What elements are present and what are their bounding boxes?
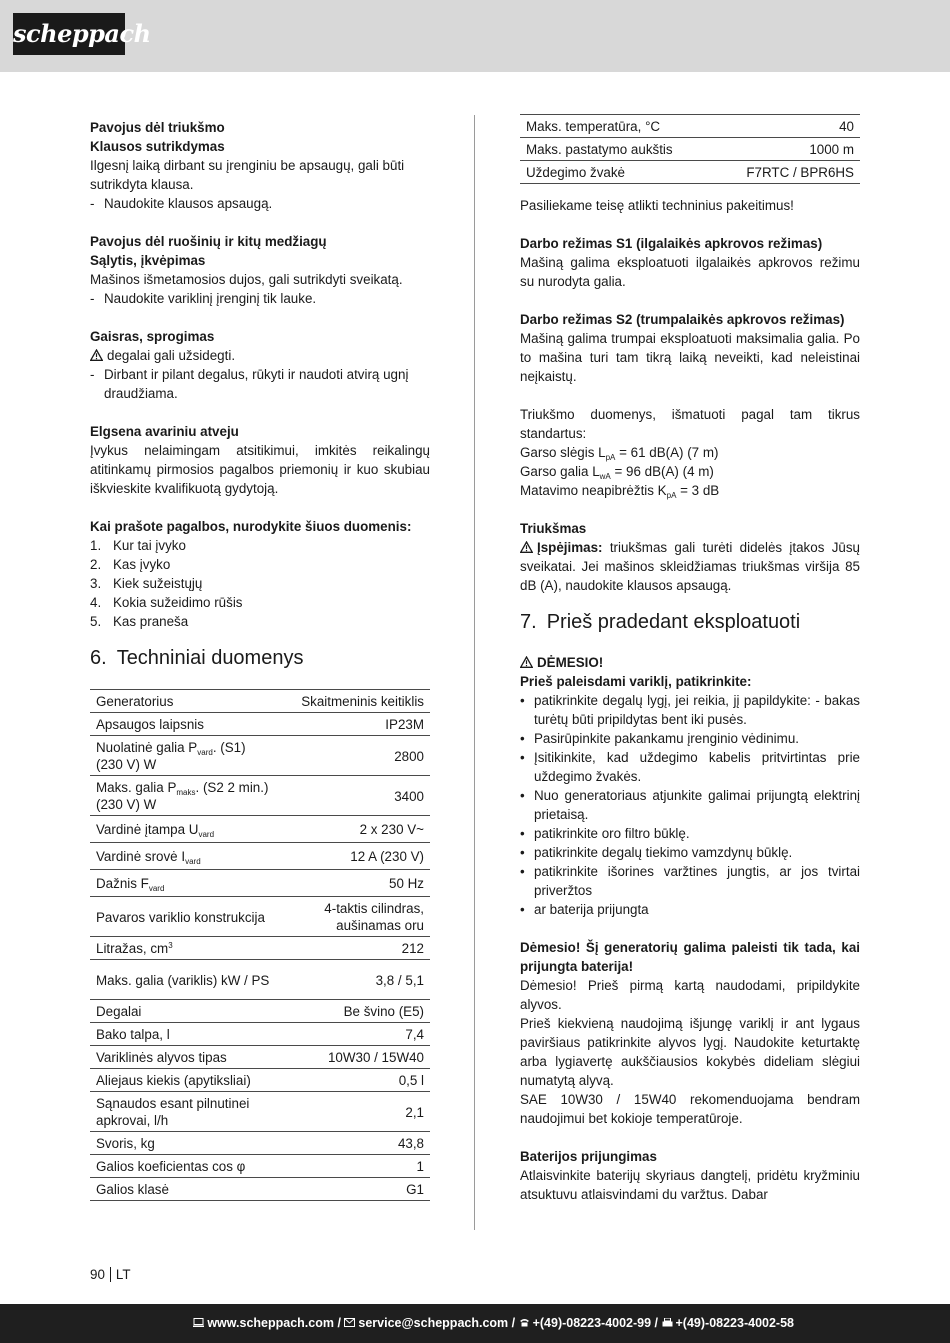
mode-s1-title: Darbo režimas S1 (ilgalaikės apkrovos režimas): [520, 236, 823, 251]
table-row: Apsaugos laipsnis IP23M: [90, 713, 430, 736]
warning-icon: [520, 541, 533, 553]
technical-data-table: [90, 689, 430, 1201]
table-row: Litražas, $cm^3$ 212: [90, 937, 430, 960]
oil-text-3: SAE 10W30 / 15W40 rekomenduojama bendram naudojimui bet kokioje temperatūroje.: [520, 1092, 860, 1126]
help-info-title: Kai prašote pagalbos, nurodykite šiuos duomenis:: [90, 519, 412, 534]
footer-phone[interactable]: +(49)-08223-4002-99: [532, 1316, 652, 1330]
list-item: • patikrinkite išorines varžtines jungtis, ar jos tvirtai priveržtos: [520, 864, 860, 898]
sound-power-value: Garso galia $L_{wA} = 96$ dB(A) (4 m): [520, 464, 714, 481]
fax-icon: [662, 1318, 673, 1327]
section-6-heading: 6. Techniniai duomenys: [90, 647, 304, 669]
table-row: Variklinės alyvos tipas 10W30 / 15W40: [90, 1046, 430, 1069]
workpiece-danger-item: - Naudokite variklinį įrenginį tik lauke.: [90, 291, 317, 306]
mode-s2-text: Mašiną galima trumpai eksploatuoti maksimalia galia. Po to mašina turi tam tikrą laiką neveikti, kad neleistinai neįkaistų.: [520, 331, 860, 384]
table-row: Sąnaudos esant pilnutinei apkrovai, l/h 2,1: [90, 1092, 430, 1132]
computer-icon: [193, 1318, 204, 1327]
oil-text-2: Prieš kiekvieną naudojimą išjungę variklį ir ant lygaus paviršiaus patikrinkite alyvos lygį. Naudokite keturtaktę arba lygiavertę aukščiausios kokybės dideliam slėgiui numatytą alyvą.: [520, 1016, 860, 1088]
battery-connection-title: Baterijos prijungimas: [520, 1149, 657, 1164]
table-row: Aliejaus kiekis (apytiksliai) 0,5 l: [90, 1069, 430, 1092]
fire-danger-warning: degalai gali užsidegti.: [90, 346, 430, 365]
table-row: Dažnis $F_{vard}$ 50 Hz: [90, 870, 430, 897]
column-divider: [474, 115, 475, 1230]
list-item: • Nuo generatoriaus atjunkite galimai prijungtą elektrinį prietaisą.: [520, 788, 860, 822]
header-band: [0, 0, 950, 72]
emergency-text: Įvykus nelaimingam atsitikimui, imkitės reikalingų atitinkamų pirmosios pagalbos priemonių ir kuo skubiau iškvieskite kvalifikuotą gydytoją.: [90, 443, 430, 496]
scheppach-logo: scheppach: [13, 13, 125, 55]
workpiece-danger-subtitle: Sąlytis, įkvėpimas: [90, 253, 206, 268]
table-row: Maks. temperatūra, °C 40: [520, 115, 860, 138]
table-row: Svoris, kg 43,8: [90, 1132, 430, 1155]
fire-danger-item: - Dirbant ir pilant degalus, rūkyti ir naudoti atvirą ugnį draudžiama.: [90, 367, 409, 401]
list-item: • patikrinkite degalų tiekimo vamzdynų būklę.: [520, 845, 793, 860]
help-info-item: 2. Kas įvyko: [90, 557, 171, 572]
list-item: • patikrinkite degalų lygį, jei reikia, jį papildykite: - bakas turėtų būti pripildytas bent iki pusės.: [520, 693, 860, 727]
table-row: Vardinė įtampa $U_{vard}$ 2 x 230 V~: [90, 816, 430, 843]
measurement-uncertainty-value: Matavimo neapibrėžtis $K_{pA} = 3$ dB: [520, 483, 720, 500]
noise-danger-item: - Naudokite klausos apsaugą.: [90, 196, 273, 211]
help-info-item: 3. Kiek sužeistųjų: [90, 576, 203, 591]
table-row: Galios koeficientas cos φ 1: [90, 1155, 430, 1178]
noise-warning-text: Įspėjimas: triukšmas gali turėti didelės įtakos Jūsų sveikatai. Jei mašinos skleidžiamas triukšmas viršija 85 dB (A), naudokite klausos apsaugą.: [520, 540, 860, 593]
noise-title: Triukšmas: [520, 521, 587, 536]
footer-website[interactable]: www.scheppach.com: [207, 1316, 334, 1330]
footer-bar: www.scheppach.com / service@scheppach.com / +(49)-08223-4002-99 / +(49)-08223-4002-58: [0, 1304, 950, 1343]
attention-label: DĖMESIO!: [520, 653, 860, 672]
table-row: Pavaros variklio konstrukcija 4-taktis cilindras, aušinamas oru: [90, 897, 430, 937]
battery-warning-title: Dėmesio! Šį generatorių galima paleisti tik tada, kai prijungta baterija!: [520, 940, 860, 974]
table-row: Maks. pastatymo aukštis 1000 m: [520, 138, 860, 161]
section-7-heading: 7. Prieš pradedant eksploatuoti: [520, 611, 801, 633]
mode-s2-title: Darbo režimas S2 (trumpalaikės apkrovos režimas): [520, 312, 845, 327]
footer-email[interactable]: service@scheppach.com: [358, 1316, 509, 1330]
noise-danger-text: Ilgesnį laiką dirbant su įrenginiu be apsaugų, gali būti sutrikdyta klausa.: [90, 158, 405, 192]
noise-danger-title: Pavojus dėl triukšmo: [90, 120, 225, 135]
right-column: [520, 114, 860, 1204]
fire-danger-title: Gaisras, sprogimas: [90, 329, 215, 344]
warning-icon: [90, 349, 103, 361]
help-info-item: 4. Kokia sužeidimo rūšis: [90, 595, 243, 610]
warning-icon: [520, 656, 533, 668]
table-row: Generatorius Skaitmeninis keitiklis: [90, 690, 430, 713]
workpiece-danger-title: Pavojus dėl ruošinių ir kitų medžiagų: [90, 234, 327, 249]
help-info-item: 1. Kur tai įvyko: [90, 538, 186, 553]
check-list-title: Prieš paleisdami variklį, patikrinkite:: [520, 674, 752, 689]
noise-data-intro: Triukšmo duomenys, išmatuoti pagal tam tikrus standartus:: [520, 407, 860, 441]
battery-connection-text: Atlaisvinkite baterijų skyriaus dangtelį, pridėtu kryžminiu atsuktuvu atlaisvindami du varžtus. Dabar: [520, 1168, 860, 1202]
page-number: 90 LT: [90, 1267, 131, 1282]
help-info-item: 5. Kas praneša: [90, 614, 189, 629]
technical-changes-note: Pasiliekame teisę atlikti techninius pakeitimus!: [520, 198, 794, 213]
email-icon: [344, 1318, 355, 1327]
footer-fax: +(49)-08223-4002-58: [675, 1316, 794, 1330]
emergency-title: Elgsena avariniu atveju: [90, 424, 239, 439]
table-row: Nuolatinė galia $P_{vard}$. (S1) (230 V) W 2800: [90, 736, 430, 776]
table-row: Bako talpa, l 7,4: [90, 1023, 430, 1046]
table-row: Degalai Be švino (E5): [90, 1000, 430, 1023]
table-row: Uždegimo žvakė F7RTC / BPR6HS: [520, 161, 860, 184]
technical-data-table-continued: [520, 114, 860, 184]
table-row: Vardinė srovė $I_{vard}$ 12 A (230 V): [90, 843, 430, 870]
left-column: [90, 118, 430, 1201]
list-item: • Pasirūpinkite pakankamu įrenginio vėdinimu.: [520, 731, 799, 746]
list-item: • patikrinkite oro filtro būklę.: [520, 826, 690, 841]
phone-icon: [519, 1318, 530, 1327]
list-item: • Įsitikinkite, kad uždegimo kabelis pritvirtintas prie uždegimo žvakės.: [520, 750, 860, 784]
sound-pressure-value: Garso slėgis $L_{pA} = 61$ dB(A) (7 m): [520, 445, 719, 462]
list-item: • ar baterija prijungta: [520, 902, 649, 917]
table-row: Maks. galia $P_{maks}$. (S2 2 min.) (230 V) W 3400: [90, 776, 430, 816]
workpiece-danger-text: Mašinos išmetamosios dujos, gali sutrikdyti sveikatą.: [90, 272, 403, 287]
table-row: Galios klasė G1: [90, 1178, 430, 1201]
mode-s1-text: Mašiną galima eksploatuoti ilgalaikės apkrovos režimu su nurodyta galia.: [520, 255, 860, 289]
table-row: Maks. galia (variklis) kW / PS 3,8 / 5,1: [90, 960, 430, 1000]
oil-text-1: Dėmesio! Prieš pirmą kartą naudodami, pripildykite alyvos.: [520, 978, 860, 1012]
noise-danger-subtitle: Klausos sutrikdymas: [90, 139, 225, 154]
